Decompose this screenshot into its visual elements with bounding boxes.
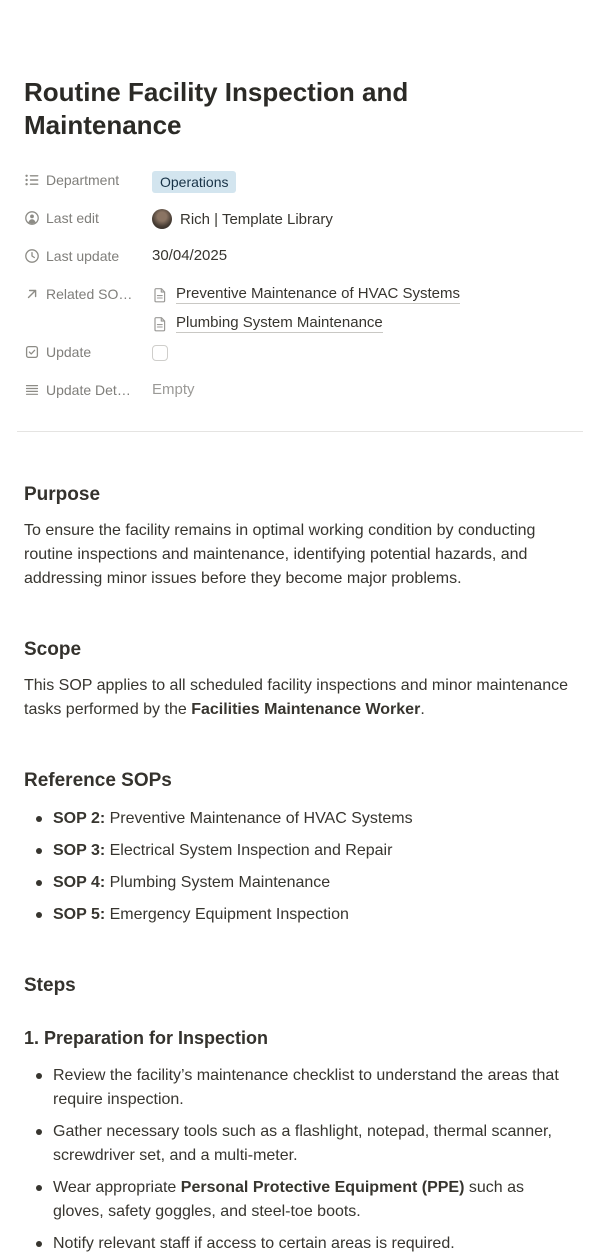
text-lines-icon bbox=[24, 382, 40, 398]
property-value-department[interactable] bbox=[152, 165, 576, 193]
list-item bbox=[24, 1176, 576, 1224]
relation-page-item[interactable] bbox=[152, 285, 576, 304]
step-text: Gather necessary tools such as a flashlight, notepad, thermal scanner, screwdriver set, and a multi-meter. bbox=[53, 1123, 552, 1164]
property-value-last-update[interactable] bbox=[152, 241, 576, 264]
property-row-last-update bbox=[24, 241, 576, 275]
clock-icon bbox=[24, 248, 40, 264]
divider bbox=[17, 431, 583, 432]
person-chip[interactable] bbox=[152, 209, 576, 229]
step-text: Review the facility’s maintenance checklist to understand the areas that require inspection. bbox=[53, 1067, 559, 1108]
property-label-text: Last edit bbox=[46, 210, 99, 226]
list-item bbox=[24, 839, 576, 863]
property-row-update-details bbox=[24, 375, 576, 409]
property-label-text: Related SO… bbox=[46, 286, 133, 302]
relation-page-item[interactable] bbox=[152, 314, 576, 333]
sop-label: SOP 4: bbox=[53, 874, 106, 891]
list-item bbox=[24, 1232, 576, 1256]
property-label-text: Department bbox=[46, 172, 120, 188]
checkbox-icon bbox=[24, 344, 40, 360]
scope-text-suffix: . bbox=[420, 701, 425, 718]
update-checkbox[interactable] bbox=[152, 345, 168, 361]
purpose-paragraph: To ensure the facility remains in optimal working condition by conducting routine inspections and maintenance, identifying potential hazards, and addressing minor issues before they become major problems. bbox=[24, 522, 536, 587]
date-value: 30/04/2025 bbox=[152, 247, 228, 264]
related-page-link[interactable]: Preventive Maintenance of HVAC Systems bbox=[176, 285, 461, 302]
property-label-update-details[interactable] bbox=[24, 375, 152, 398]
page-icon bbox=[152, 287, 168, 303]
avatar bbox=[152, 209, 172, 229]
sop-text: Electrical System Inspection and Repair bbox=[105, 842, 393, 859]
property-row-update bbox=[24, 337, 576, 371]
properties-panel bbox=[24, 165, 576, 409]
scope-paragraph bbox=[24, 674, 576, 722]
list-item bbox=[24, 807, 576, 831]
property-label-text: Update Det… bbox=[46, 382, 131, 398]
scope-bold-text: Facilities Maintenance Worker bbox=[191, 701, 421, 718]
property-value-update bbox=[152, 337, 576, 365]
page-title[interactable]: Routine Facility Inspection and Maintenance bbox=[24, 77, 409, 140]
department-tag[interactable]: Operations bbox=[152, 171, 236, 193]
person-icon bbox=[24, 210, 40, 226]
step-1-list bbox=[24, 1064, 576, 1256]
heading-reference-sops: Reference SOPs bbox=[24, 770, 172, 791]
list-item bbox=[24, 1064, 576, 1112]
heading-steps: Steps bbox=[24, 975, 76, 996]
sop-text: Plumbing System Maintenance bbox=[105, 874, 331, 891]
sop-text: Emergency Equipment Inspection bbox=[105, 906, 349, 923]
property-label-last-edit[interactable] bbox=[24, 203, 152, 226]
property-label-update[interactable] bbox=[24, 337, 152, 360]
heading-scope: Scope bbox=[24, 639, 82, 660]
sop-label: SOP 2: bbox=[53, 810, 106, 827]
sop-label: SOP 5: bbox=[53, 906, 106, 923]
property-value-last-edit[interactable] bbox=[152, 203, 576, 229]
related-page-link[interactable]: Plumbing System Maintenance bbox=[176, 314, 383, 331]
sop-text: Preventive Maintenance of HVAC Systems bbox=[105, 810, 413, 827]
step-text: Notify relevant staff if access to certain areas is required. bbox=[53, 1235, 455, 1252]
property-row-last-edit bbox=[24, 203, 576, 237]
step-text: Wear appropriate bbox=[53, 1179, 181, 1196]
property-value-related-sops bbox=[152, 279, 576, 333]
page-icon bbox=[152, 316, 168, 332]
arrow-up-right-icon bbox=[24, 286, 40, 302]
property-value-update-details[interactable] bbox=[152, 375, 576, 398]
heading-step-1: 1. Preparation for Inspection bbox=[24, 1028, 269, 1048]
step-bold-text: Personal Protective Equipment (PPE) bbox=[180, 1179, 465, 1196]
property-label-text: Last update bbox=[46, 248, 120, 264]
property-label-department[interactable] bbox=[24, 165, 152, 188]
bulleted-list-icon bbox=[24, 172, 40, 188]
scope-text: This SOP applies to all scheduled facility inspections and minor maintenance tasks performed by the bbox=[24, 677, 568, 718]
property-label-text: Update bbox=[46, 344, 92, 360]
sop-label: SOP 3: bbox=[53, 842, 106, 859]
list-item bbox=[24, 903, 576, 927]
reference-sops-list bbox=[24, 807, 576, 927]
property-label-related-sops[interactable] bbox=[24, 279, 152, 302]
empty-placeholder: Empty bbox=[152, 381, 195, 398]
list-item bbox=[24, 1120, 576, 1168]
property-label-last-update[interactable] bbox=[24, 241, 152, 264]
property-row-related-sops bbox=[24, 279, 576, 333]
heading-purpose: Purpose bbox=[24, 484, 101, 505]
property-row-department bbox=[24, 165, 576, 199]
list-item bbox=[24, 871, 576, 895]
person-name: Rich | Template Library bbox=[180, 210, 333, 228]
step-text-suffix: such as gloves, safety goggles, and steel-toe boots. bbox=[53, 1179, 524, 1220]
